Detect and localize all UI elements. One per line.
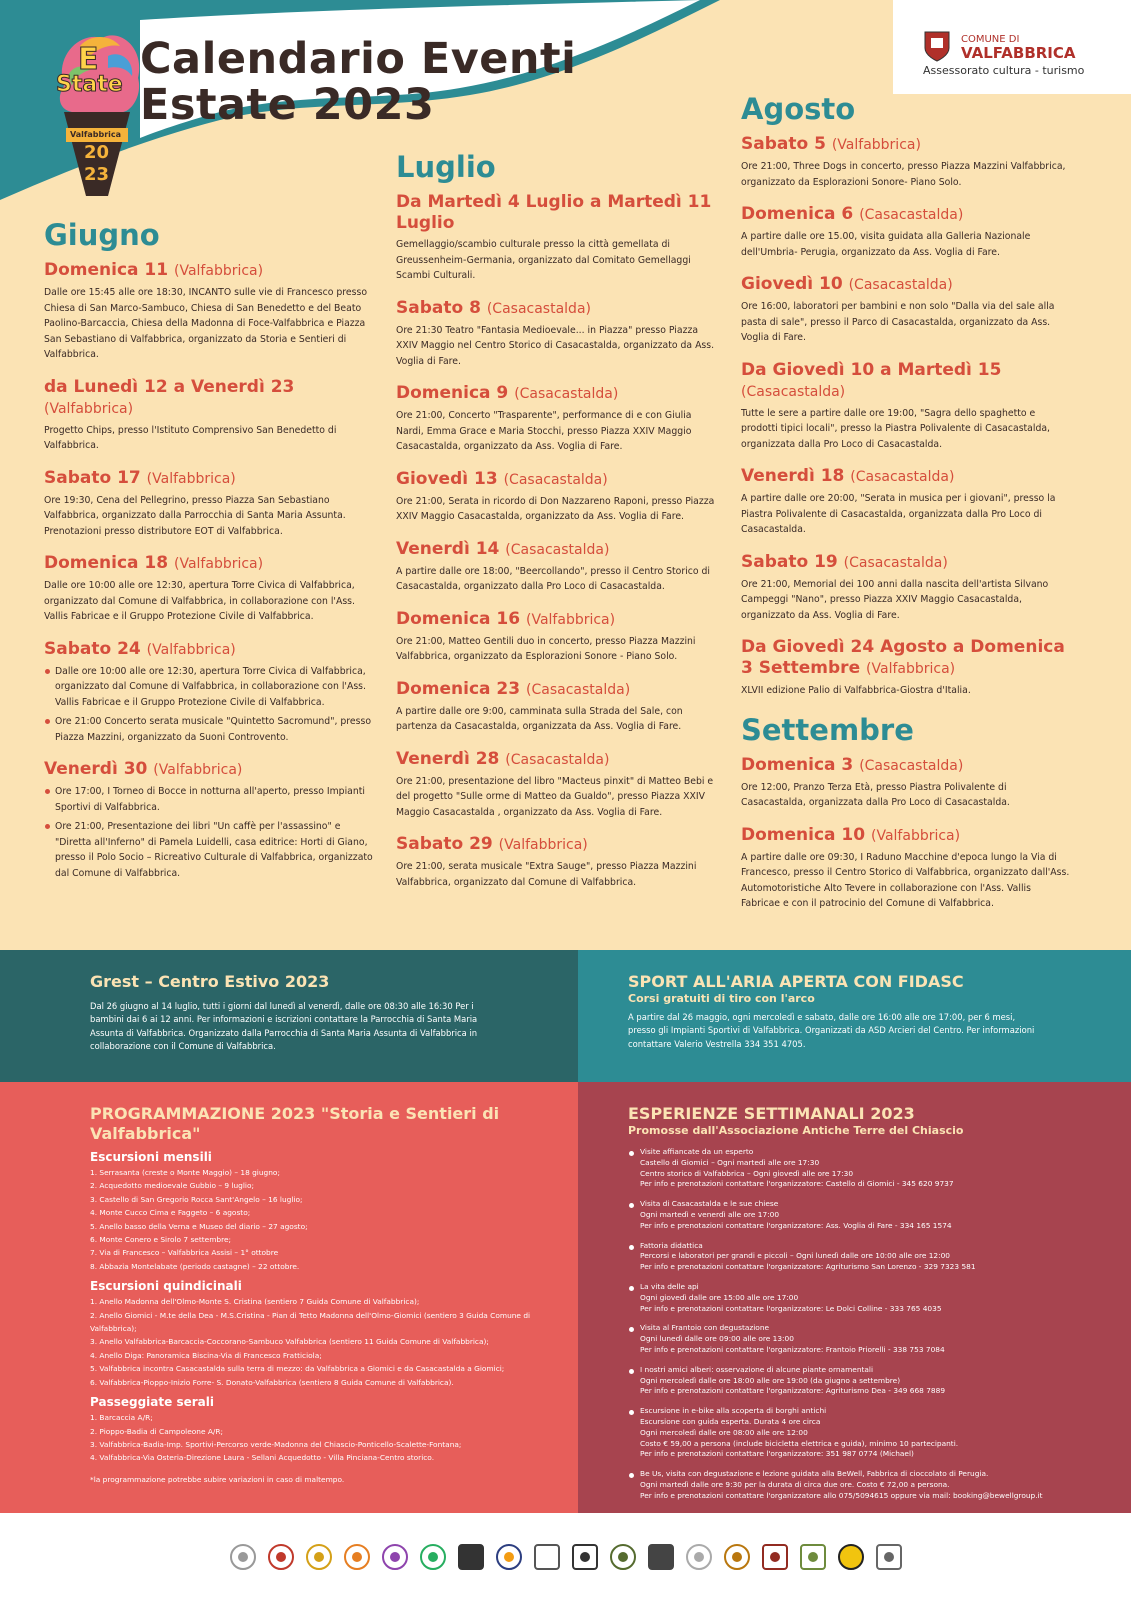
esperienze-box: [578, 1082, 1131, 1513]
event-location: (Casacastalda): [505, 541, 610, 558]
event-day: da Lunedì 12 a Venerdì 23: [44, 376, 295, 397]
esperienza-title: Visita al Frantoio con degustazione: [640, 1323, 770, 1333]
event-day: Sabato 19: [741, 551, 838, 572]
comune-crest-icon: [923, 30, 951, 62]
event-text: Ore 21:00, Matteo Gentili duo in concerto, presso Piazza Mazzini Valfabbrica, organizzato da Esplorazioni Sonore - Piano Solo.: [396, 635, 696, 662]
event-location: (Valfabbrica): [146, 470, 236, 487]
programmazione-note: *la programmazione potrebbe subire variazioni in caso di maltempo.: [90, 1474, 345, 1484]
event-text: A partire dalle ore 9:00, camminata sulla Strada del Sale, con partenza da Casacastalda, organizzata da Ass. Voglia di Fare.: [396, 705, 683, 732]
event-day: Domenica 23: [396, 678, 521, 699]
sponsor-logo-icon: [762, 1544, 788, 1570]
esperienza-line: Per info e prenotazioni contattare l'organizzatore allo 075/5094615 oppure via mail: booking@bewellgroup.it: [640, 1490, 1043, 1500]
esperienza-item: [628, 1469, 1071, 1501]
esperienza-item: [628, 1323, 1071, 1355]
programmazione-box: [0, 1082, 578, 1513]
list-item: Serrasanta (creste o Monte Maggio) – 18 giugno;: [99, 1168, 280, 1177]
esperienza-title: La vita delle api: [640, 1281, 699, 1291]
event: [741, 637, 1071, 699]
event-text: Ore 21:00, presentazione del libro "Macteus pinxit" di Matteo Bebi e del progetto "Sulle orme di Matteo da Gualdo", presso Piazza XXIV Maggio Casacastalda , organizzato da Ass. Voglia di Fare.: [396, 775, 714, 818]
event-location: (Casacastalda): [526, 681, 631, 698]
event: [396, 679, 722, 735]
event-location: (Casacastalda): [505, 751, 610, 768]
event-location: (Valfabbrica): [153, 762, 243, 778]
esperienza-line: Per info e prenotazioni contattare l'organizzatore: Agriturismo San Lorenzo - 329 7323 581: [640, 1262, 976, 1272]
esperienza-title: I nostri amici alberi: osservazione di alcune piante ornamentali: [640, 1364, 874, 1374]
esperienza-item: [628, 1241, 1071, 1273]
esperienza-title: Visita di Casacastalda e le sue chiese: [640, 1199, 779, 1209]
esperienza-line: Escursione con guida esperta. Durata 4 ore circa: [640, 1416, 821, 1426]
event: [44, 377, 379, 454]
sponsor-logo-icon: [534, 1544, 560, 1570]
event-text: A partire dalle ore 15.00, visita guidata alla Galleria Nazionale dell'Umbria- Perugia, organizzato da Ass. Voglia di Fare.: [741, 231, 1031, 258]
event: [741, 274, 1071, 346]
esperienza-line: Per info e prenotazioni contattare l'organizzatore: Ass. Voglia di Fare - 334 165 1574: [640, 1220, 952, 1230]
grest-text: Dal 26 giugno al 14 luglio, tutti i giorni dal lunedì al venerdì, dalle ore 08:30 alle 16:30 Per i bambini dai 6 ai 12 anni. Per informazioni e iscrizioni contattare la Parrocchia di Santa Maria Assunta di Valfabbrica. Organizzato dalla Parrocchia di Santa Maria Assunta di Valfabbrica in collaborazione con il Comune di Valfabbrica.: [90, 1001, 478, 1052]
esperienza-line: Per info e prenotazioni contattare l'organizzatore: 351 987 0774 (Michael): [640, 1449, 914, 1459]
sponsor-logo-icon: [876, 1544, 902, 1570]
event: [396, 383, 722, 455]
esperienza-line: Costo € 59,00 a persona (include bicicletta elettrica e guida), minimo 10 partecipanti.: [640, 1438, 959, 1448]
event-day: Venerdì 14: [396, 538, 500, 559]
esperienza-line: Percorsi e laboratori per grandi e piccoli – Ogni lunedì dalle ore 10:00 alle ore 12:00: [640, 1251, 951, 1261]
event-day: Da Martedì 4 Luglio a Martedì 11 Luglio: [396, 192, 712, 233]
sponsor-logo-icon: [610, 1544, 636, 1570]
esperienze-subtitle: Promosse dall'Associazione Antiche Terre del Chiascio: [628, 1124, 964, 1137]
event-text: Gemellaggio/scambio culturale presso la città gemellata di Greussenheim-Germania, organizzato dal Comitato Gemellaggi Scambi Culturali.: [396, 239, 691, 281]
event: [396, 469, 722, 525]
event-day: Venerdì 30: [44, 759, 148, 779]
event-location: (Valfabbrica): [871, 827, 961, 844]
sponsor-logo-icon: [572, 1544, 598, 1570]
event: [396, 834, 722, 890]
list-item: Monte Conero e Sirolo 7 settembre;: [99, 1235, 232, 1245]
event-text: Dalle ore 10:00 alle ore 12:30, apertura Torre Civica di Valfabbrica, organizzato dal Comune di Valfabbrica, in collaborazione con l'Ass. Vallis Fabricae e il Gruppo Protezione Civile di Valfabbrica.: [44, 580, 355, 622]
esperienza-item: [628, 1147, 1071, 1190]
event-day: Da Giovedì 24 Agosto a Domenica 3 Settembre: [741, 637, 1065, 678]
month-title-giugno: Giugno: [44, 218, 160, 252]
event-day: Domenica 3: [741, 754, 854, 775]
event: [741, 755, 1071, 811]
esperienza-item: [628, 1406, 1071, 1460]
programmazione-title: PROGRAMMAZIONE 2023 "Storia e Sentieri di Valfabbrica": [90, 1104, 500, 1143]
list-item: Abbazia Montelabate (periodo castagne) – 22 ottobre.: [99, 1261, 300, 1271]
event-text: Dalle ore 15:45 alle ore 18:30, INCANTO sulle vie di Francesco presso Chiesa di San Marco-Sambuco, Chiesa di San Benedetto e del Beato Paolino-Barcaccia, Chiesa della Madonna di Foce-Valfabbrica e Piazza San Sebastiano di Valfabbrica, organizzato da Storia e Sentieri di Valfabbrica.: [44, 287, 368, 360]
event-bullet: Ore 17:00, I Torneo di Bocce in notturna all'aperto, presso Impianti Sportivi di Valfabbrica.: [44, 784, 379, 815]
event-location: (Casacastalda): [514, 386, 619, 402]
event-text: Ore 16:00, laboratori per bambini e non solo "Dalla via del sale alla pasta di sale", presso il Parco di Casacastalda, organizzato da Ass. Voglia di Fare.: [741, 301, 1055, 343]
esperienza-line: Ogni martedì e venerdì alle ore 17:00: [640, 1209, 780, 1219]
event-location: (Valfabbrica): [831, 137, 921, 153]
list-item: Anello basso della Verna e Museo del diario – 27 agosto;: [99, 1221, 308, 1231]
passeggiate-serali-heading: Passeggiate serali: [90, 1395, 214, 1410]
list-item: Anello Valfabbrica-Barcaccia-Coccorano-Sambuco Valfabbrica (sentiero 11 Guida Comune di Valfabbrica);: [99, 1337, 489, 1347]
event-location: (Casacastalda): [850, 469, 955, 485]
list-item: Anello Giomici - M.te della Dea - M.S.Cristina - Pian di Tetto Madonna dell'Olmo-Giomici (sentiero 3 Guida Comune di Valfabbrica);: [90, 1310, 531, 1334]
sponsor-logo-icon: [648, 1544, 674, 1570]
event-location: (Casacastalda): [503, 471, 608, 488]
escursioni-mensili-list: [90, 1166, 538, 1273]
esperienze-title: ESPERIENZE SETTIMANALI 2023: [628, 1104, 915, 1123]
event-location: (Casacastalda): [486, 300, 591, 317]
column-agosto: [741, 92, 1071, 926]
event: [44, 759, 379, 881]
event-text: Progetto Chips, presso l'Istituto Comprensivo San Benedetto di Valfabbrica.: [44, 424, 337, 451]
event-day: Sabato 5: [741, 134, 826, 154]
event-day: Sabato 17: [44, 467, 141, 488]
event-text: Ore 21:30 Teatro "Fantasia Medioevale... in Piazza" presso Piazza XXIV Maggio nel Centro Storico di Casacastalda, organizzato da Ass. Voglia di Fare.: [396, 324, 715, 367]
event: [44, 553, 379, 625]
title-line-2: Estate 2023: [140, 80, 435, 130]
esperienza-line: Castello di Giomici – Ogni martedì alle ore 17:30: [640, 1157, 820, 1167]
esperienza-title: Visite affiancate da un esperto: [640, 1147, 754, 1156]
list-item: Acquedotto medioevale Gubbio – 9 luglio;: [99, 1181, 254, 1191]
esperienza-line: Per info e prenotazioni contattare l'organizzatore: Le Dolci Colline - 333 765 4035: [640, 1303, 942, 1313]
event-text: Tutte le sere a partire dalle ore 19:00, "Sagra dello spaghetto e prodotti tipici locali", presso la Piastra Polivalente di Casacastalda, organizzata dalla Pro Loco di Casacastalda.: [741, 407, 1051, 450]
logo-state: State: [56, 72, 123, 97]
list-item: Valfabbrica-Via Osteria-Direzione Laura - Sellani Acquedotto - Villa Pinciana-Centro storico.: [99, 1453, 435, 1463]
esperienza-line: Centro storico di Valfabbrica – Ogni giovedì alle ore 17:30: [640, 1168, 854, 1178]
event-day: Giovedì 10: [741, 274, 843, 294]
event: [741, 204, 1071, 260]
event-day: Venerdì 28: [396, 748, 500, 769]
event-bullet: Ore 21:00 Concerto serata musicale "Quintetto Sacromund", presso Piazza Mazzini, organizzato da Suoni Controvento.: [44, 714, 379, 745]
esperienza-title: Fattoria didattica: [640, 1240, 703, 1250]
event-location: (Valfabbrica): [174, 556, 264, 572]
column-giugno: [44, 218, 379, 895]
event-location: (Valfabbrica): [174, 263, 264, 279]
sport-title: SPORT ALL'ARIA APERTA CON FIDASC: [628, 972, 964, 991]
esperienza-line: Ogni mercoledì dalle ore 18:00 alle ore 19:00 (da giugno a settembre): [640, 1375, 901, 1385]
event-location: (Valfabbrica): [44, 400, 134, 417]
list-item: Barcaccia A/R;: [99, 1413, 153, 1423]
event-text: XLVII edizione Palio di Valfabbrica-Giostra d'Italia.: [741, 685, 971, 696]
list-item: Via di Francesco – Valfabbrica Assisi – 1° ottobre: [99, 1248, 279, 1258]
event-location: (Valfabbrica): [866, 661, 956, 677]
event: [44, 639, 379, 746]
event: [396, 749, 722, 821]
event-text: A partire dalle ore 09:30, I Raduno Macchine d'epoca lungo la Via di Francesco, presso il Centro Storico di Valfabbrica, organizzato dall'Ass. Automotoristiche Alto Tevere in collaborazione con l'Ass. Vallis Fabricae e con il patrocinio del Comune di Valfabbrica.: [741, 851, 1070, 909]
esperienza-line: Ogni lunedì dalle ore 09:00 alle ore 13:00: [640, 1334, 794, 1344]
event-text: Ore 21:00, Concerto "Trasparente", performance di e con Giulia Nardi, Emma Grace e Maria Stocchi, presso Piazza XXIV Maggio Casacastalda, organizzato da Ass. Voglia di Fare.: [396, 410, 692, 452]
event-text: A partire dalle ore 20:00, "Serata in musica per i giovani", presso la Piastra Polivalente di Casacastalda, organizzata dalla Pro Loco di Casacastalda.: [741, 493, 1056, 535]
event-text: Ore 21:00, Serata in ricordo di Don Nazzareno Raponi, presso Piazza XXIV Maggio Casacastalda, organizzato da Ass. Voglia di Fare.: [396, 495, 715, 522]
month-title-settembre: Settembre: [741, 712, 914, 747]
column-luglio: [396, 150, 722, 904]
grest-title: Grest – Centro Estivo 2023: [90, 972, 330, 991]
event-day: Venerdì 18: [741, 466, 845, 486]
event-day: Domenica 11: [44, 260, 169, 280]
sponsor-logo-icon: [458, 1544, 484, 1570]
list-item: Valfabbrica-Pioppo-Inizio Forre- S. Donato-Valfabbrica (sentiero 8 Guida Comune di Valfabbrica).: [99, 1377, 454, 1387]
event-text: A partire dalle ore 18:00, "Beercollando", presso il Centro Storico di Casacastalda, organizzato dalla Pro Loco di Casacastalda.: [396, 565, 711, 592]
event-text: Ore 12:00, Pranzo Terza Età, presso Piastra Polivalente di Casacastalda, organizzata dalla Pro Loco di Casacastalda.: [741, 781, 1010, 808]
logo-valfabbrica: Valfabbrica: [70, 130, 122, 139]
event: [396, 192, 722, 284]
sponsor-logo-icon: [230, 1544, 256, 1570]
event-day: Domenica 9: [396, 383, 509, 403]
event-text: Ore 21:00, serata musicale "Extra Sauge", presso Piazza Mazzini Valfabbrica, organizzato dal Comune di Valfabbrica.: [396, 861, 697, 888]
event-text: Ore 19:30, Cena del Pellegrino, presso Piazza San Sebastiano Valfabbrica, organizzato dalla Parrocchia di Santa Maria Assunta. Prenotazioni presso distributore EOT di Valfabbrica.: [44, 494, 346, 537]
grest-box: [0, 950, 578, 1082]
list-item: Anello Diga: Panoramica Biscina-Via di Francesco Fratticiola;: [99, 1350, 322, 1360]
escursioni-quindicinali-list: [90, 1295, 538, 1389]
event-day: Domenica 6: [741, 204, 854, 224]
month-title-luglio: Luglio: [396, 150, 496, 184]
sport-text: A partire dal 26 maggio, ogni mercoledì e sabato, dalle ore 16:00 alle ore 17:00, per 6 mesi, presso gli Impianti Sportivi di Valfabbrica. Organizzati da ASD Arcieri del Centro. Per informazioni contattare Valerio Vestrella 334 351 4705.: [628, 1012, 1035, 1049]
event-location: (Casacastalda): [859, 207, 964, 223]
event-location: (Valfabbrica): [526, 611, 616, 628]
event: [44, 468, 379, 540]
comune-name: VALFABBRICA: [961, 44, 1076, 62]
event: [741, 825, 1071, 912]
event-location: (Casacastalda): [848, 277, 953, 293]
escursioni-quindicinali-heading: Escursioni quindicinali: [90, 1279, 242, 1294]
sponsor-logo-icon: [724, 1544, 750, 1570]
esperienza-item: [628, 1199, 1071, 1231]
event-day: Sabato 8: [396, 297, 481, 318]
event: [396, 539, 722, 595]
event-day: Sabato 24: [44, 638, 141, 659]
event-day: Giovedì 13: [396, 468, 498, 489]
sponsor-logo-icon: [686, 1544, 712, 1570]
sponsor-logo-icon: [306, 1544, 332, 1570]
list-item: Valfabbrica-Badia-Imp. Sportivi-Percorso verde-Madonna del Chiascio-Ponticello-Scalette-Fontana;: [99, 1439, 462, 1449]
esperienza-line: Ogni martedì dalle ore 9:30 per la durata di circa due ore. Costo € 72,00 a persona.: [640, 1479, 950, 1489]
esperienza-line: Ogni giovedì dalle ore 15:00 alle ore 17:00: [640, 1292, 799, 1302]
event-day: Domenica 16: [396, 608, 521, 629]
event: [741, 134, 1071, 190]
esperienza-item: [628, 1365, 1071, 1397]
event-bullet: Dalle ore 10:00 alle ore 12:30, apertura Torre Civica di Valfabbrica, organizzato dal Comune di Valfabbrica, in collaborazione con l'Ass. Vallis Fabricae e il Gruppo Protezione Civile di Valfabbrica.: [44, 664, 379, 711]
event: [396, 609, 722, 665]
esperienza-line: Per info e prenotazioni contattare l'organizzatore: Castello di Giomici - 345 620 9737: [640, 1179, 954, 1189]
sport-subtitle: Corsi gratuiti di tiro con l'arco: [628, 992, 815, 1005]
esperienza-line: Ogni mercoledì dalle ore 08:00 alle ore 12:00: [640, 1427, 808, 1437]
assessorato-label: Assessorato cultura - turismo: [923, 64, 1085, 77]
sponsor-logo-icon: [382, 1544, 408, 1570]
sponsor-logo-icon: [268, 1544, 294, 1570]
event: [741, 552, 1071, 624]
sponsor-logo-icon: [420, 1544, 446, 1570]
list-item: Anello Madonna dell'Olmo-Monte S. Cristina (sentiero 7 Guida Comune di Valfabbrica);: [99, 1297, 420, 1307]
esperienza-title: Be Us, visita con degustazione e lezione guidata alla BeWell, Fabbrica di cioccolato di Perugia.: [640, 1469, 989, 1479]
event-text: Ore 21:00, Three Dogs in concerto, presso Piazza Mazzini Valfabbrica, organizzato da Esplorazioni Sonore- Piano Solo.: [741, 161, 1066, 188]
sponsor-logo-icon: [496, 1544, 522, 1570]
event: [741, 360, 1071, 453]
event-location: (Casacastalda): [843, 554, 948, 571]
poster-title: [140, 36, 576, 128]
month-title-agosto: Agosto: [741, 92, 856, 126]
event-location: (Valfabbrica): [146, 641, 236, 658]
title-line-1: Calendario Eventi: [140, 34, 577, 84]
comune-small-label: COMUNE DI: [961, 34, 1020, 45]
logo-year-bottom: 23: [84, 164, 110, 185]
esperienza-item: [628, 1282, 1071, 1314]
sponsor-logo-icon: [838, 1544, 864, 1570]
escursioni-mensili-heading: Escursioni mensili: [90, 1150, 212, 1164]
event-text: Ore 21:00, Memorial dei 100 anni dalla nascita dell'artista Silvano Campeggi "Nano", presso Piazza XXIV Maggio Casacastalda, organizzato da Ass. Voglia di Fare.: [741, 578, 1049, 621]
event: [44, 260, 379, 363]
event-day: Domenica 18: [44, 553, 169, 573]
event: [741, 466, 1071, 538]
comune-badge: [893, 0, 1131, 94]
list-item: Pioppo-Badia di Campoleone A/R;: [99, 1426, 224, 1436]
passeggiate-serali-list: [90, 1411, 538, 1465]
esperienze-list: [628, 1147, 1071, 1502]
logo-year-top: 20: [84, 142, 110, 163]
event-bullet: Ore 21:00, Presentazione dei libri "Un caffè per l'assassino" e "Diretta all'Inferno" di Pamela Luidelli, casa editrice: Horti di Giano, presso il Polo Socio – Ricreativo Culturale di Valfabbrica, organizzato dal Comune di Valfabbrica.: [44, 819, 379, 881]
event-location: (Casacastalda): [741, 383, 846, 400]
esperienza-title: Escursione in e-bike alla scoperta di borghi antichi: [640, 1406, 827, 1416]
sponsor-logo-icon: [800, 1544, 826, 1570]
event-day: Domenica 10: [741, 824, 866, 845]
event-day: Sabato 29: [396, 834, 493, 854]
event: [396, 298, 722, 370]
event-location: (Valfabbrica): [498, 837, 588, 853]
sponsor-logo-icon: [344, 1544, 370, 1570]
list-item: Monte Cucco Cima e Faggeto – 6 agosto;: [99, 1208, 251, 1218]
esperienza-line: Per info e prenotazioni contattare l'organizzatore: Frantoio Priorelli - 338 753 7084: [640, 1344, 945, 1354]
list-item: Valfabbrica incontra Casacastalda sulla terra di mezzo: da Valfabbrica a Giomici e da Casacastalda a Giomici;: [99, 1364, 505, 1374]
sponsor-footer: [0, 1513, 1131, 1600]
list-item: Castello di San Gregorio Rocca Sant'Angelo – 16 luglio;: [99, 1194, 303, 1204]
esperienza-line: Per info e prenotazioni contattare l'organizzatore: Agriturismo Dea - 349 668 7889: [640, 1386, 946, 1396]
logo-letter-e: E: [78, 42, 99, 77]
event-location: (Casacastalda): [859, 757, 964, 774]
sport-box: [578, 950, 1131, 1082]
event-day: Da Giovedì 10 a Martedì 15: [741, 359, 1002, 380]
